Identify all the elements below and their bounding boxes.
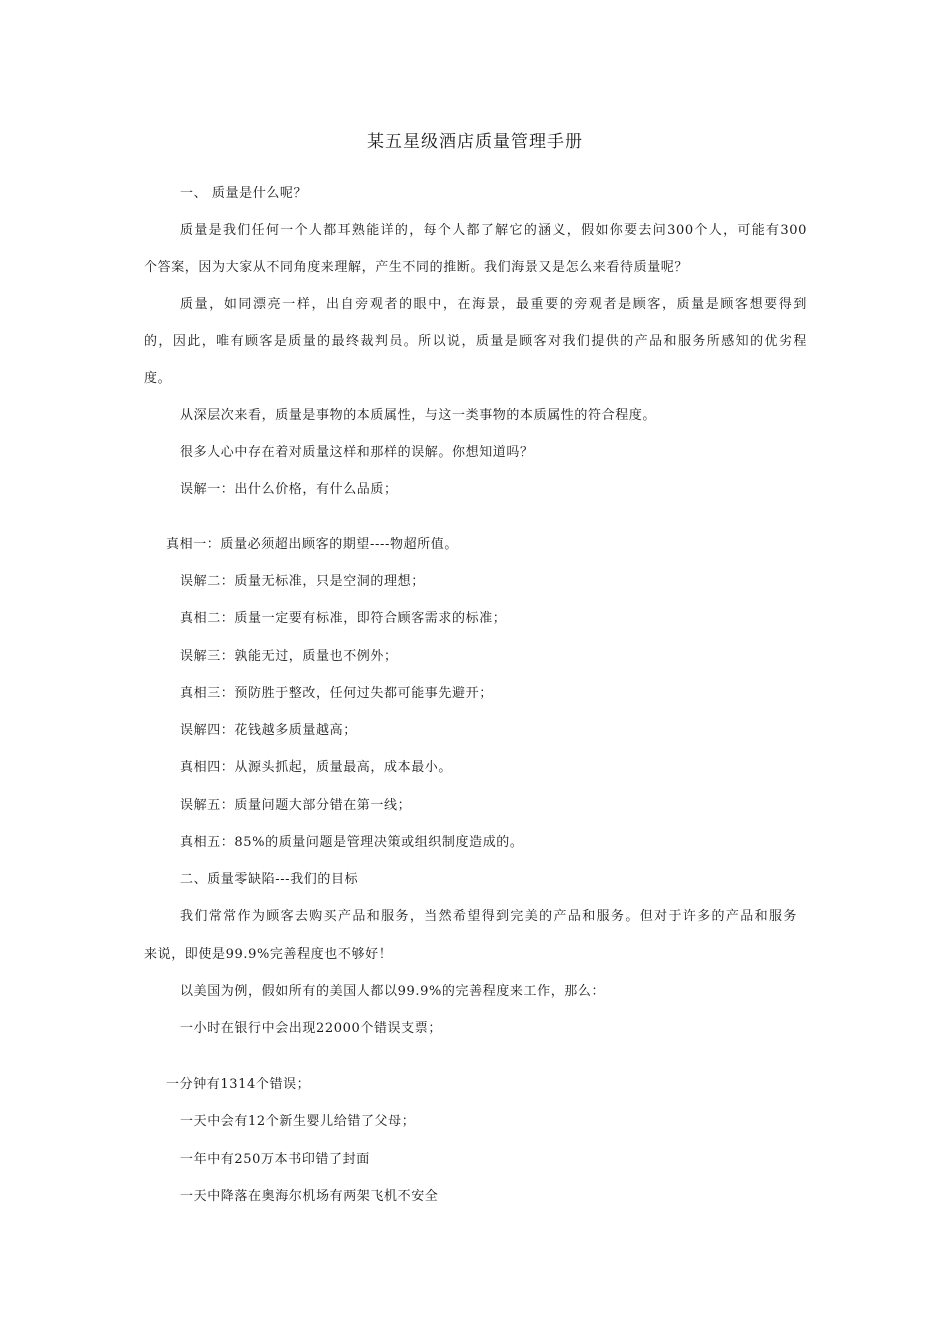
paragraph-2-line-1: 质量，如同漂亮一样，出自旁观者的眼中，在海景，最重要的旁观者是顾客，质量是顾客想要得到	[180, 297, 807, 312]
paragraph-1-line-2: 个答案，因为大家从不同角度来理解，产生不同的推断。我们海景又是怎么来看待质量呢？	[144, 260, 689, 275]
example-5: 一天中降落在奥海尔机场有两架飞机不安全	[180, 1189, 439, 1204]
misconception-3: 误解三：孰能无过，质量也不例外；	[180, 649, 398, 664]
example-1: 一小时在银行中会出现22000个错误支票；	[180, 1021, 442, 1036]
paragraph-5-line-2: 来说，即使是99.9%完善程度也不够好！	[144, 947, 393, 962]
example-3: 一天中会有12个新生婴儿给错了父母；	[180, 1114, 416, 1129]
truth-2: 真相二：质量一定要有标准，即符合顾客需求的标准；	[180, 611, 507, 626]
paragraph-6: 以美国为例，假如所有的美国人都以99.9%的完善程度来工作，那么：	[180, 984, 606, 999]
misconception-2: 误解二：质量无标准，只是空洞的理想；	[180, 574, 425, 589]
document-title: 某五星级酒店质量管理手册	[367, 132, 583, 152]
paragraph-2-line-2: 的，因此，唯有顾客是质量的最终裁判员。所以说，质量是顾客对我们提供的产品和服务所感知的优劣程	[144, 334, 807, 349]
misconception-5: 误解五：质量问题大部分错在第一线；	[180, 798, 412, 813]
truth-1: 真相一：质量必须超出顾客的期望----物超所值。	[166, 537, 458, 552]
paragraph-1-line-1: 质量是我们任何一个人都耳熟能详的，每个人都了解它的涵义，假如你要去问300个人，可能有300	[180, 223, 807, 238]
section-2-heading: 二、质量零缺陷---我们的目标	[180, 872, 359, 887]
section-1-heading: 一、 质量是什么呢？	[180, 186, 308, 201]
misconception-4: 误解四：花钱越多质量越高；	[180, 723, 357, 738]
paragraph-2-line-3: 度。	[144, 371, 172, 386]
truth-3: 真相三：预防胜于整改，任何过失都可能事先避开；	[180, 686, 493, 701]
truth-5: 真相五：85%的质量问题是管理决策或组织制度造成的。	[180, 835, 524, 850]
example-4: 一年中有250万本书印错了封面	[180, 1152, 370, 1167]
misconception-1: 误解一：出什么价格，有什么品质；	[180, 482, 398, 497]
truth-4: 真相四：从源头抓起，质量最高，成本最小。	[180, 760, 453, 775]
example-2: 一分钟有1314个错误；	[166, 1077, 311, 1092]
paragraph-5-line-1: 我们常常作为顾客去购买产品和服务，当然希望得到完美的产品和服务。但对于许多的产品和服务	[180, 909, 797, 924]
paragraph-4: 很多人心中存在着对质量这样和那样的误解。你想知道吗？	[180, 445, 534, 460]
paragraph-3: 从深层次来看，质量是事物的本质属性，与这一类事物的本质属性的符合程度。	[180, 408, 657, 423]
